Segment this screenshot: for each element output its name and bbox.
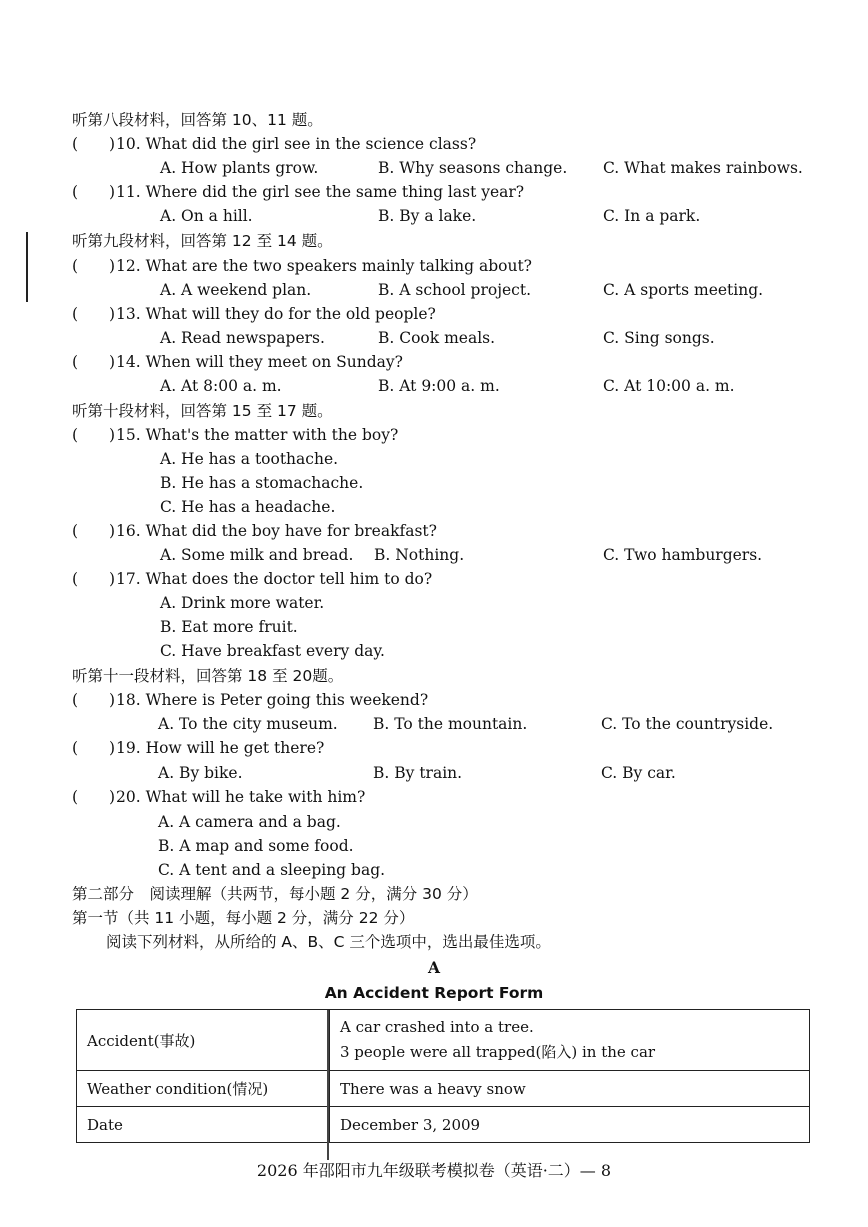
option-19-c: C. By car. xyxy=(601,764,676,782)
question-15: 15. What's the matter with the boy? xyxy=(116,426,399,444)
question-17: 17. What does the doctor tell him to do? xyxy=(116,570,433,588)
option-18-a: A. To the city museum. xyxy=(158,715,338,733)
option-13-a: A. Read newspapers. xyxy=(160,329,325,347)
part-two-heading: 第二部分 阅读理解（共两节，每小题 2 分，满分 30 分） xyxy=(72,885,478,903)
section-one-heading: 第一节（共 11 小题，每小题 2 分，满分 22 分） xyxy=(72,909,415,927)
option-17-a: A. Drink more water. xyxy=(160,594,325,612)
option-18-b: B. To the mountain. xyxy=(373,715,528,733)
fold-crease-line xyxy=(327,1010,329,1160)
option-16-a: A. Some milk and bread. xyxy=(160,546,354,564)
section-heading-10: 听第十段材料，回答第 15 至 17 题。 xyxy=(72,402,333,420)
row-key-date: Date xyxy=(77,1107,330,1143)
option-14-a: A. At 8:00 a. m. xyxy=(160,377,282,395)
row-value-date: December 3, 2009 xyxy=(330,1107,810,1143)
section-heading-8: 听第八段材料，回答第 10、11 题。 xyxy=(72,111,323,129)
question-10: 10. What did the girl see in the science class? xyxy=(116,135,477,153)
question-19: 19. How will he get there? xyxy=(116,739,325,757)
table-row xyxy=(77,1071,810,1107)
option-12-c: C. A sports meeting. xyxy=(603,281,764,299)
option-10-c: C. What makes rainbows. xyxy=(603,159,803,177)
row-value-accident xyxy=(330,1010,810,1071)
question-13: 13. What will they do for the old people? xyxy=(116,305,436,323)
answer-blank-16[interactable]: ( ) xyxy=(72,522,116,540)
reading-instruction: 阅读下列材料，从所给的 A、B、C 三个选项中，选出最佳选项。 xyxy=(106,933,551,951)
row-key-accident: Accident(事故) xyxy=(77,1010,330,1071)
option-10-a: A. How plants grow. xyxy=(160,159,319,177)
question-11: 11. Where did the girl see the same thing last year? xyxy=(116,183,525,201)
accident-report-table xyxy=(76,1009,810,1143)
row-key-weather: Weather condition(情况) xyxy=(77,1071,330,1107)
answer-blank-10[interactable]: ( ) xyxy=(72,135,116,153)
answer-blank-19[interactable]: ( ) xyxy=(72,739,116,757)
option-20-a: A. A camera and a bag. xyxy=(158,813,341,831)
option-15-b: B. He has a stomachache. xyxy=(160,474,364,492)
option-19-a: A. By bike. xyxy=(158,764,243,782)
option-13-c: C. Sing songs. xyxy=(603,329,715,347)
table-row xyxy=(77,1107,810,1143)
passage-title: An Accident Report Form xyxy=(324,984,544,1002)
option-15-c: C. He has a headache. xyxy=(160,498,336,516)
accident-line-2: 3 people were all trapped(陷入) in the car xyxy=(340,1043,656,1061)
question-20: 20. What will he take with him? xyxy=(116,788,366,806)
option-11-b: B. By a lake. xyxy=(378,207,477,225)
section-heading-11: 听第十一段材料，回答第 18 至 20题。 xyxy=(72,667,344,685)
answer-blank-18[interactable]: ( ) xyxy=(72,691,116,709)
answer-blank-14[interactable]: ( ) xyxy=(72,353,116,371)
option-14-c: C. At 10:00 a. m. xyxy=(603,377,735,395)
option-17-b: B. Eat more fruit. xyxy=(160,618,298,636)
answer-blank-15[interactable]: ( ) xyxy=(72,426,116,444)
page-footer: 2026 年邵阳市九年级联考模拟卷（英语·二）— 8 xyxy=(256,1161,612,1180)
option-11-a: A. On a hill. xyxy=(160,207,253,225)
answer-blank-20[interactable]: ( ) xyxy=(72,788,116,806)
option-20-b: B. A map and some food. xyxy=(158,837,354,855)
binding-margin-line xyxy=(26,232,28,302)
row-value-weather: There was a heavy snow xyxy=(330,1071,810,1107)
question-14: 14. When will they meet on Sunday? xyxy=(116,353,403,371)
section-heading-9: 听第九段材料，回答第 12 至 14 题。 xyxy=(72,232,333,250)
option-10-b: B. Why seasons change. xyxy=(378,159,568,177)
option-12-b: B. A school project. xyxy=(378,281,532,299)
question-18: 18. Where is Peter going this weekend? xyxy=(116,691,429,709)
option-11-c: C. In a park. xyxy=(603,207,701,225)
option-17-c: C. Have breakfast every day. xyxy=(160,642,385,660)
option-19-b: B. By train. xyxy=(373,764,463,782)
passage-letter: A xyxy=(427,958,441,977)
question-16: 16. What did the boy have for breakfast? xyxy=(116,522,437,540)
option-13-b: B. Cook meals. xyxy=(378,329,496,347)
option-20-c: C. A tent and a sleeping bag. xyxy=(158,861,386,879)
answer-blank-12[interactable]: ( ) xyxy=(72,257,116,275)
answer-blank-17[interactable]: ( ) xyxy=(72,570,116,588)
option-16-b: B. Nothing. xyxy=(374,546,465,564)
option-16-c: C. Two hamburgers. xyxy=(603,546,763,564)
option-14-b: B. At 9:00 a. m. xyxy=(378,377,500,395)
option-12-a: A. A weekend plan. xyxy=(160,281,312,299)
option-18-c: C. To the countryside. xyxy=(601,715,774,733)
answer-blank-13[interactable]: ( ) xyxy=(72,305,116,323)
answer-blank-11[interactable]: ( ) xyxy=(72,183,116,201)
question-12: 12. What are the two speakers mainly talking about? xyxy=(116,257,532,275)
table-row xyxy=(77,1010,810,1071)
option-15-a: A. He has a toothache. xyxy=(160,450,339,468)
accident-line-1: A car crashed into a tree. xyxy=(340,1018,534,1036)
